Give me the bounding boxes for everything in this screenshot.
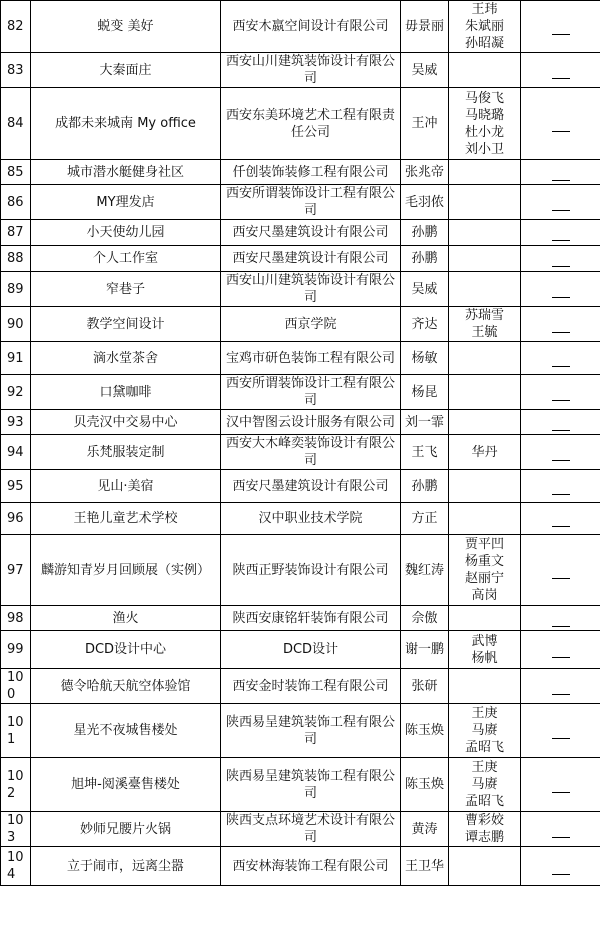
- team-members: 贾平凹 杨重文 赵丽宁 高岗: [449, 535, 521, 606]
- note-cell: [521, 160, 600, 185]
- dash-mark: [552, 792, 570, 793]
- project-name: 个人工作室: [31, 246, 221, 272]
- row-number: 94: [1, 435, 31, 470]
- team-members: 苏瑞雪 王毓: [449, 307, 521, 342]
- dash-mark: [552, 131, 570, 132]
- table-row: [1, 342, 600, 375]
- designer-name: 刘一霏: [401, 410, 449, 435]
- designer-name: 张兆帝: [401, 160, 449, 185]
- company-name: 西安尺墨建筑设计有限公司: [221, 220, 401, 246]
- project-name: 乐梵服装定制: [31, 435, 221, 470]
- company-name: 陕西支点环境艺术设计有限公司: [221, 812, 401, 847]
- row-number: 102: [1, 758, 31, 812]
- company-name: 西安山川建筑装饰设计有限公司: [221, 53, 401, 88]
- project-name: 见山·美宿: [31, 470, 221, 503]
- table-row: [1, 631, 600, 669]
- team-members: [449, 160, 521, 185]
- table-row: [1, 410, 600, 435]
- row-number: 100: [1, 669, 31, 704]
- team-members: [449, 375, 521, 410]
- table-row: [1, 307, 600, 342]
- note-cell: [521, 220, 600, 246]
- team-members: [449, 606, 521, 631]
- table-row: [1, 53, 600, 88]
- table-row: [1, 185, 600, 220]
- team-members: 王庚 马赓 孟昭飞: [449, 758, 521, 812]
- project-name: 小天使幼儿园: [31, 220, 221, 246]
- note-cell: [521, 470, 600, 503]
- table-row: [1, 503, 600, 535]
- project-name: 蜕变 美好: [31, 1, 221, 53]
- company-name: 西安木嬴空间设计有限公司: [221, 1, 401, 53]
- table-row: [1, 606, 600, 631]
- company-name: 陕西安康铭轩装饰有限公司: [221, 606, 401, 631]
- project-name: 德令哈航天航空体验馆: [31, 669, 221, 704]
- designer-name: 魏红涛: [401, 535, 449, 606]
- table-row: [1, 435, 600, 470]
- dash-mark: [552, 578, 570, 579]
- table-row: [1, 375, 600, 410]
- dash-mark: [552, 210, 570, 211]
- team-members: [449, 470, 521, 503]
- dash-mark: [552, 240, 570, 241]
- company-name: 西安所谓装饰设计工程有限公司: [221, 185, 401, 220]
- row-number: 98: [1, 606, 31, 631]
- row-number: 93: [1, 410, 31, 435]
- dash-mark: [552, 460, 570, 461]
- company-name: 汉中职业技术学院: [221, 503, 401, 535]
- note-cell: [521, 272, 600, 307]
- row-number: 87: [1, 220, 31, 246]
- team-members: 王庚 马赓 孟昭飞: [449, 704, 521, 758]
- project-name: 窄巷子: [31, 272, 221, 307]
- table-row: [1, 812, 600, 847]
- table-row: [1, 535, 600, 606]
- note-cell: [521, 1, 600, 53]
- row-number: 92: [1, 375, 31, 410]
- table-row: [1, 758, 600, 812]
- dash-mark: [552, 874, 570, 875]
- designer-name: 毛羽侬: [401, 185, 449, 220]
- company-name: 仟创装饰装修工程有限公司: [221, 160, 401, 185]
- row-number: 95: [1, 470, 31, 503]
- project-name: 立于闹市，远离尘嚣: [31, 847, 221, 886]
- company-name: 汉中智图云设计服务有限公司: [221, 410, 401, 435]
- note-cell: [521, 631, 600, 669]
- company-name: 西安林海装饰工程有限公司: [221, 847, 401, 886]
- dash-mark: [552, 34, 570, 35]
- table-row: [1, 88, 600, 160]
- company-name: 西安尺墨建筑设计有限公司: [221, 246, 401, 272]
- row-number: 97: [1, 535, 31, 606]
- team-members: [449, 342, 521, 375]
- dash-mark: [552, 78, 570, 79]
- designer-name: 陈玉焕: [401, 704, 449, 758]
- team-members: 华丹: [449, 435, 521, 470]
- row-number: 91: [1, 342, 31, 375]
- note-cell: [521, 185, 600, 220]
- note-cell: [521, 669, 600, 704]
- project-name: 滴水堂茶舍: [31, 342, 221, 375]
- table-row: [1, 160, 600, 185]
- table-row: [1, 1, 600, 53]
- dash-mark: [552, 297, 570, 298]
- designer-name: 佘傲: [401, 606, 449, 631]
- dash-mark: [552, 366, 570, 367]
- dash-mark: [552, 180, 570, 181]
- project-name: MY理发店: [31, 185, 221, 220]
- dash-mark: [552, 332, 570, 333]
- company-name: 陕西正野装饰设计有限公司: [221, 535, 401, 606]
- dash-mark: [552, 626, 570, 627]
- company-name: 陕西易呈建筑装饰工程有限公司: [221, 758, 401, 812]
- designer-name: 吴威: [401, 53, 449, 88]
- designer-name: 黄涛: [401, 812, 449, 847]
- designer-name: 谢一鹏: [401, 631, 449, 669]
- project-name: 麟游知青岁月回顾展（实例）: [31, 535, 221, 606]
- note-cell: [521, 375, 600, 410]
- note-cell: [521, 704, 600, 758]
- row-number: 89: [1, 272, 31, 307]
- dash-mark: [552, 430, 570, 431]
- company-name: 西安东美环境艺术工程有限责任公司: [221, 88, 401, 160]
- designer-name: 王飞: [401, 435, 449, 470]
- designer-name: 齐达: [401, 307, 449, 342]
- note-cell: [521, 342, 600, 375]
- team-members: [449, 220, 521, 246]
- company-name: 宝鸡市研色装饰工程有限公司: [221, 342, 401, 375]
- company-name: 西安大木峰奕装饰设计有限公司: [221, 435, 401, 470]
- note-cell: [521, 53, 600, 88]
- row-number: 85: [1, 160, 31, 185]
- company-name: 西京学院: [221, 307, 401, 342]
- designer-name: 张研: [401, 669, 449, 704]
- dash-mark: [552, 837, 570, 838]
- dash-mark: [552, 266, 570, 267]
- table-body: [1, 1, 600, 886]
- table-row: [1, 246, 600, 272]
- project-name: 渔火: [31, 606, 221, 631]
- row-number: 103: [1, 812, 31, 847]
- designer-name: 孙鹏: [401, 470, 449, 503]
- table-row: [1, 272, 600, 307]
- team-members: [449, 272, 521, 307]
- note-cell: [521, 435, 600, 470]
- note-cell: [521, 606, 600, 631]
- note-cell: [521, 847, 600, 886]
- row-number: 99: [1, 631, 31, 669]
- project-name: 大秦面庄: [31, 53, 221, 88]
- designer-name: 陈玉焕: [401, 758, 449, 812]
- team-members: [449, 246, 521, 272]
- note-cell: [521, 758, 600, 812]
- table-row: [1, 470, 600, 503]
- table-row: [1, 847, 600, 886]
- project-name: 成都未来城南 My office: [31, 88, 221, 160]
- dash-mark: [552, 738, 570, 739]
- designer-name: 方正: [401, 503, 449, 535]
- row-number: 90: [1, 307, 31, 342]
- project-name: 口黛咖啡: [31, 375, 221, 410]
- note-cell: [521, 812, 600, 847]
- designer-name: 杨昆: [401, 375, 449, 410]
- note-cell: [521, 307, 600, 342]
- designer-name: 吴威: [401, 272, 449, 307]
- dash-mark: [552, 526, 570, 527]
- team-members: 马俊飞 马晓璐 杜小龙 刘小卫: [449, 88, 521, 160]
- company-name: 西安山川建筑装饰设计有限公司: [221, 272, 401, 307]
- company-name: 西安所谓装饰设计工程有限公司: [221, 375, 401, 410]
- row-number: 82: [1, 1, 31, 53]
- note-cell: [521, 246, 600, 272]
- dash-mark: [552, 657, 570, 658]
- note-cell: [521, 535, 600, 606]
- project-name: DCD设计中心: [31, 631, 221, 669]
- row-number: 96: [1, 503, 31, 535]
- row-number: 104: [1, 847, 31, 886]
- note-cell: [521, 410, 600, 435]
- designer-name: 毋景丽: [401, 1, 449, 53]
- designer-name: 杨敏: [401, 342, 449, 375]
- dash-mark: [552, 494, 570, 495]
- team-members: [449, 669, 521, 704]
- table-row: [1, 669, 600, 704]
- project-name: 教学空间设计: [31, 307, 221, 342]
- company-name: 西安尺墨建筑设计有限公司: [221, 470, 401, 503]
- team-members: 曹彩姣 谭志鹏: [449, 812, 521, 847]
- team-members: [449, 847, 521, 886]
- project-name: 王艳儿童艺术学校: [31, 503, 221, 535]
- designer-name: 王冲: [401, 88, 449, 160]
- row-number: 84: [1, 88, 31, 160]
- team-members: [449, 503, 521, 535]
- team-members: 武博 杨帆: [449, 631, 521, 669]
- designer-name: 王卫华: [401, 847, 449, 886]
- row-number: 86: [1, 185, 31, 220]
- project-name: 星光不夜城售楼处: [31, 704, 221, 758]
- team-members: 王玮 朱斌丽 孙昭凝: [449, 1, 521, 53]
- designer-name: 孙鹏: [401, 246, 449, 272]
- dash-mark: [552, 694, 570, 695]
- table-row: [1, 704, 600, 758]
- company-name: 陕西易呈建筑装饰工程有限公司: [221, 704, 401, 758]
- row-number: 83: [1, 53, 31, 88]
- row-number: 101: [1, 704, 31, 758]
- team-members: [449, 53, 521, 88]
- company-name: 西安金时装饰工程有限公司: [221, 669, 401, 704]
- project-name: 贝壳汉中交易中心: [31, 410, 221, 435]
- project-name: 旭坤-阅溪臺售楼处: [31, 758, 221, 812]
- project-name: 妙师兄腰片火锅: [31, 812, 221, 847]
- note-cell: [521, 88, 600, 160]
- company-name: DCD设计: [221, 631, 401, 669]
- table-row: [1, 220, 600, 246]
- dash-mark: [552, 400, 570, 401]
- team-members: [449, 185, 521, 220]
- note-cell: [521, 503, 600, 535]
- team-members: [449, 410, 521, 435]
- designer-name: 孙鹏: [401, 220, 449, 246]
- project-name: 城市潜水艇健身社区: [31, 160, 221, 185]
- row-number: 88: [1, 246, 31, 272]
